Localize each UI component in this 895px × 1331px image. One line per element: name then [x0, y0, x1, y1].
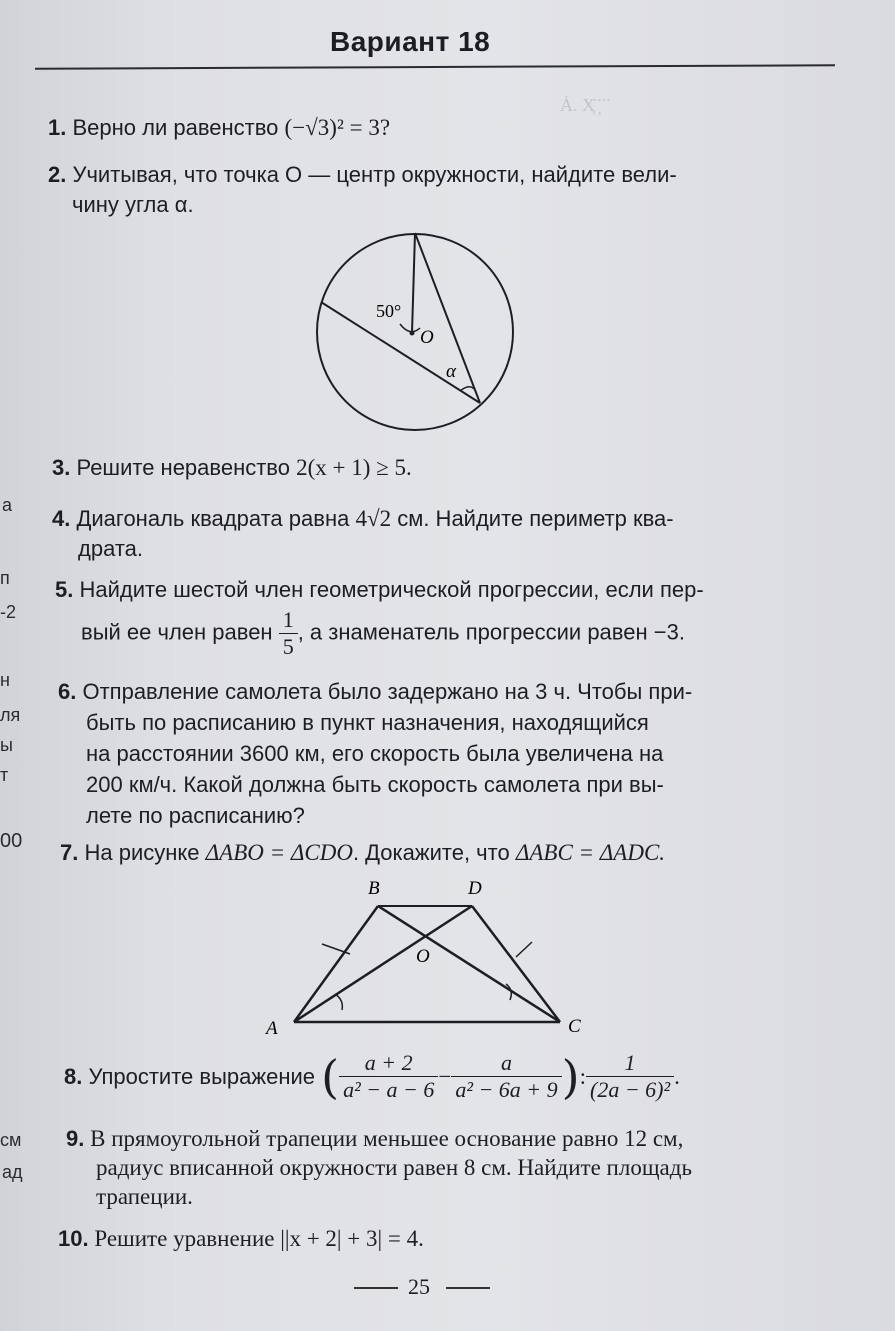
fraction-denominator: (2a − 6)² — [586, 1076, 674, 1103]
problem-7 — [60, 838, 665, 868]
period: . — [674, 1063, 680, 1089]
page-title: Вариант 18 — [330, 26, 491, 57]
segment-AD — [294, 906, 472, 1022]
segment-BC — [378, 906, 560, 1022]
problem-text: на расстоянии 3600 км, его скорость была увеличена на — [86, 741, 664, 766]
math-expression: 2(x + 1) ≥ 5. — [296, 455, 412, 480]
problem-text: драта. — [78, 536, 144, 561]
right-paren: ) — [561, 1049, 580, 1104]
angle-arc — [506, 984, 511, 1000]
problem-text: Отправление самолета было задержано на 3 ч. Чтобы при- — [82, 679, 693, 704]
math-expression: ΔABC = ΔADC. — [515, 840, 666, 865]
segment-DC — [472, 906, 560, 1022]
problem-text: Диагональ квадрата равна — [76, 506, 350, 531]
minus-sign: − — [438, 1063, 452, 1089]
problem-text: 200 км/ч. Какой должна быть скорость самолета при вы- — [86, 772, 664, 797]
fraction — [586, 1050, 674, 1103]
center-label: O — [420, 327, 434, 348]
problem-6 — [58, 676, 692, 831]
fraction-denominator: a² − a − 6 — [339, 1076, 438, 1103]
problem-number: 1. — [48, 115, 67, 140]
problem-number: 10. — [58, 1226, 89, 1251]
fraction-numerator: 1 — [282, 607, 294, 632]
problem-4 — [52, 504, 674, 564]
problem-8 — [64, 1050, 680, 1103]
problem-text: Решите неравенство — [76, 455, 290, 480]
problem-text: В прямоугольной трапеции меньшее основание равно 12 см, — [90, 1126, 684, 1151]
angle-label: 50° — [376, 301, 402, 321]
problem-3 — [52, 453, 412, 483]
problem-text: трапеции. — [96, 1184, 193, 1209]
fraction-numerator: 1 — [624, 1050, 636, 1075]
fraction — [339, 1050, 438, 1103]
problem-text: , а знаменатель прогрессии равен −3. — [297, 619, 685, 645]
colon-sign: : — [579, 1063, 586, 1089]
problem-text: чину угла α. — [72, 192, 194, 217]
margin-fragment: н — [0, 670, 10, 690]
problem-text: Упростите выражение — [88, 1063, 315, 1089]
margin-fragment: а — [2, 495, 13, 515]
bleed-through-text: Ȧ. Ҳ̇ ̦̇ ̇ ̇ — [560, 95, 609, 115]
angle-arc — [335, 994, 342, 1010]
margin-fragment: т — [0, 765, 9, 785]
title-rule — [35, 64, 835, 69]
problem-number: 5. — [55, 577, 74, 602]
problem-text: см. Найдите периметр ква- — [397, 506, 674, 531]
problem-9 — [66, 1124, 692, 1211]
math-expression: ΔABO = ΔCDO — [205, 840, 353, 865]
problem-number: 7. — [60, 840, 79, 865]
problem-text: На рисунке — [84, 840, 200, 865]
problem-1 — [48, 113, 390, 143]
problem-text: радиус вписанной окружности равен 8 см. Найдите площадь — [96, 1155, 692, 1180]
alpha-arc — [460, 387, 475, 391]
vertex-label-B: B — [368, 878, 380, 899]
segment-AB — [294, 906, 378, 1022]
problem-2 — [48, 160, 677, 220]
fraction-denominator: a² − 6a + 9 — [451, 1076, 561, 1103]
vertex-label-O: O — [416, 946, 430, 967]
problem-number: 6. — [58, 679, 77, 704]
angle-arc — [400, 324, 420, 332]
problem-number: 4. — [52, 506, 71, 531]
margin-fragment: п — [0, 568, 10, 588]
fraction-numerator: a — [501, 1050, 512, 1075]
page-number: 25 — [408, 1274, 430, 1299]
problem-number: 2. — [48, 162, 67, 187]
vertex-label-C: C — [568, 1016, 581, 1037]
triangles-figure — [260, 872, 600, 1047]
math-expression: 4√2 — [355, 506, 392, 531]
problem-text: Решите уравнение — [94, 1226, 275, 1251]
problem-10 — [58, 1224, 424, 1254]
tick-mark — [516, 942, 532, 957]
problem-text: быть по расписанию в пункт назначения, находящийся — [86, 710, 649, 735]
problem-text: . Докажите, что — [352, 840, 510, 865]
vertex-label-D: D — [468, 878, 482, 899]
math-expression: (−√3)² = 3? — [284, 115, 391, 140]
margin-fragment: -2 — [0, 602, 17, 622]
problem-number: 3. — [52, 455, 71, 480]
problem-text: вый ее член равен — [81, 619, 273, 645]
fraction — [279, 607, 298, 660]
margin-fragment: 00 — [0, 830, 23, 852]
circle-figure — [310, 225, 520, 440]
fraction-denominator: 5 — [279, 633, 298, 660]
problem-text: Верно ли равенство — [72, 115, 279, 140]
problem-text: лете по расписанию? — [86, 803, 305, 828]
problem-number: 9. — [66, 1126, 85, 1151]
left-paren: ( — [321, 1049, 340, 1104]
alpha-label: α — [446, 361, 456, 382]
margin-fragment: ы — [0, 735, 13, 755]
margin-fragment: ад — [2, 1162, 23, 1182]
problem-5 — [55, 575, 704, 660]
problem-text: Учитывая, что точка O — центр окружности, найдите вели- — [72, 162, 677, 187]
radius — [412, 233, 415, 333]
problem-text: Найдите шестой член геометрической прогрессии, если пер- — [79, 577, 704, 602]
fraction-numerator: a + 2 — [364, 1050, 413, 1075]
center-point — [410, 331, 415, 336]
vertex-label-A: A — [266, 1018, 278, 1039]
pagenum-rule — [354, 1287, 398, 1289]
margin-fragment: см — [0, 1130, 22, 1150]
fraction — [451, 1050, 561, 1103]
problem-number: 8. — [64, 1063, 83, 1089]
margin-fragment: ля — [0, 705, 21, 725]
pagenum-rule — [446, 1287, 490, 1289]
math-expression: ||x + 2| + 3| = 4. — [280, 1226, 424, 1251]
